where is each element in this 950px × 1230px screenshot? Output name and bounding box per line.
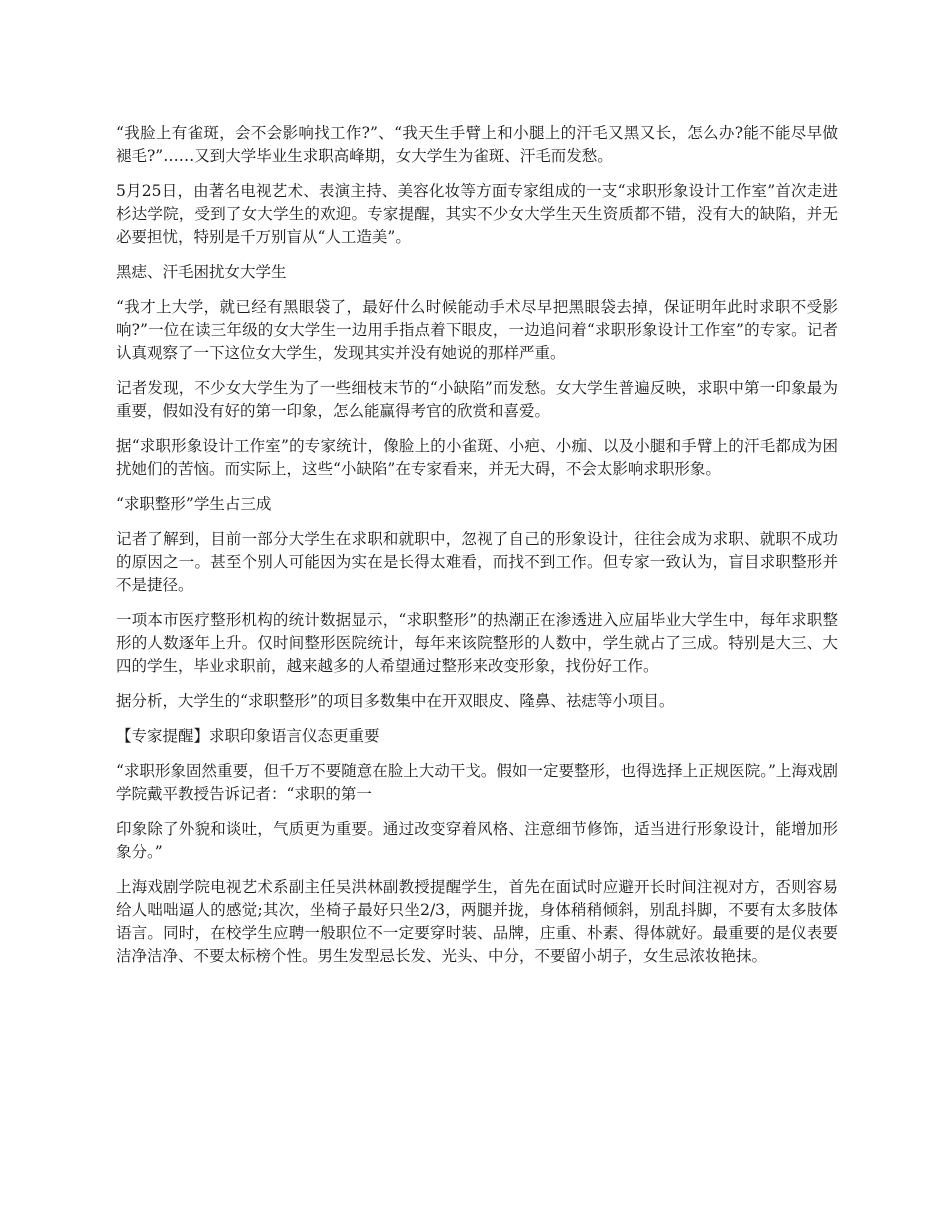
paragraph-professor-dai-quote: “求职形象固然重要，但千万不要随意在脸上大动干戈。假如一定要整形，也得选择上正规医院。”上海戏剧学院戴平教授告诉记者：“求职的第一 xyxy=(116,762,838,803)
paragraph-quote-continued: 印象除了外貌和谈吐，气质更为重要。通过改变穿着风格、注意细节修饰，适当进行形象设计，能增加形象分。” xyxy=(116,820,838,861)
paragraph-image-design: 记者了解到，目前一部分大学生在求职和就职中，忽视了自己的形象设计，往往会成为求职、就职不成功的原因之一。甚至个别人可能因为实在是长得太难看，而找不到工作。但专家一致认为，盲目求职整形并不是捷径。 xyxy=(116,530,838,594)
paragraph-analysis: 据分析，大学生的“求职整形”的项目多数集中在开双眼皮、隆鼻、祛痣等小项目。 xyxy=(116,692,675,710)
section-heading-moles-hair: 黑痣、汗毛困扰女大学生 xyxy=(116,263,287,281)
paragraph-interview-tips: 上海戏剧学院电视艺术系副主任吴洪林副教授提醒学生，首先在面试时应避开长时间注视对方，否则容易给人咄咄逼人的感觉;其次，坐椅子最好只坐2/3，两腿并拢，身体稍稍倾斜，别乱抖脚，不要有太多肢体语言。同时，在校学生应聘一般职位不一定要穿时装、品牌，庄重、朴素、得体就好。最重要的是仪表要洁净洁净、不要太标榜个性。男生发型忌长发、光头、中分，不要留小胡子，女生忌浓妆艳抹。 xyxy=(116,878,838,965)
paragraph-small-flaws: 记者发现，不少女大学生为了一些细枝末节的“小缺陷”而发愁。女大学生普遍反映，求职中第一印象最为重要，假如没有好的第一印象，怎么能赢得考官的欣赏和喜爱。 xyxy=(116,379,838,420)
paragraph-intro-questions: “我脸上有雀斑，会不会影响找工作?”、“我天生手臂上和小腿上的汗毛又黑又长，怎么办?能不能尽早做褪毛?”……又到大学毕业生求职高峰期，女大学生为雀斑、汗毛而发愁。 xyxy=(116,124,838,165)
paragraph-hospital-statistics: 一项本市医疗整形机构的统计数据显示，“求职整形”的热潮正在渗透进入应届毕业大学生中，每年求职整形的人数逐年上升。仅时间整形医院统计，每年来该院整形的人数中，学生就占了三成。特别是大三、大四的学生，毕业求职前，越来越多的人希望通过整形来改变形象，找份好工作。 xyxy=(116,611,838,675)
paragraph-expert-statistics: 据“求职形象设计工作室”的专家统计，像脸上的小雀斑、小疤、小痂、以及小腿和手臂上的汗毛都成为困扰她们的苦恼。而实际上，这些“小缺陷”在专家看来，并无大碍，不会太影响求职形象。 xyxy=(116,437,838,478)
section-heading-expert-advice: 【专家提醒】求职印象语言仪态更重要 xyxy=(116,727,380,745)
paragraph-eye-bags: “我才上大学，就已经有黑眼袋了，最好什么时候能动手术尽早把黑眼袋去掉，保证明年此时求职不受影响?”一位在读三年级的女大学生一边用手指点着下眼皮，一边追问着“求职形象设计工作室”的专家。记者认真观察了一下这位女大学生，发现其实并没有她说的那样严重。 xyxy=(116,298,838,362)
paragraph-may-25-event: 5月25日，由著名电视艺术、表演主持、美容化妆等方面专家组成的一支“求职形象设计工作室”首次走进杉达学院，受到了女大学生的欢迎。专家提醒，其实不少女大学生天生资质都不错，没有大的缺陷，并无必要担忧，特别是千万别盲从“人工造美”。 xyxy=(116,182,838,246)
document-body xyxy=(116,122,838,980)
section-heading-cosmetic-surgery: “求职整形”学生占三成 xyxy=(116,495,272,513)
